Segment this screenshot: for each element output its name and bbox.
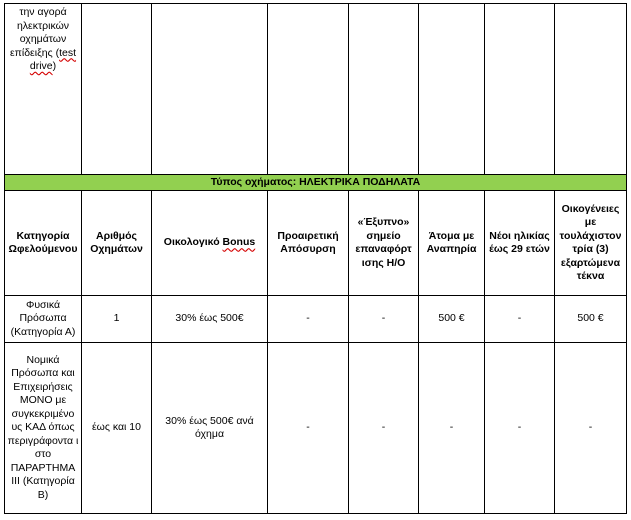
cell-disabled: - — [419, 343, 485, 514]
cell-smart-charging: - — [349, 296, 419, 343]
vehicle-type-title: Τύπος οχήματος: ΗΛΕΚΤΡΙΚΑ ΠΟΔΗΛΑΤΑ — [5, 175, 627, 191]
cell-vehicles: 1 — [82, 296, 152, 343]
empty-cell — [268, 4, 349, 175]
header-eco-bonus: Οικολογικό Bonus — [152, 191, 268, 296]
header-beneficiary-category: Κατηγορία Ωφελούμενου — [5, 191, 82, 296]
subsidy-table — [4, 3, 627, 514]
header-smart-charging-point: «Έξυπνο» σημείο επαναφόρτ ισης Η/Ο — [349, 191, 419, 296]
cell-young: - — [485, 296, 555, 343]
previous-row-text: την αγορά ηλεκτρικών οχημάτων επίδειξης (test drive) — [5, 4, 82, 175]
cell-eco-bonus: 30% έως 500€ — [152, 296, 268, 343]
header-row — [5, 191, 627, 296]
previous-row-continuation — [5, 4, 627, 175]
table-row — [5, 296, 627, 343]
cell-vehicles: έως και 10 — [82, 343, 152, 514]
empty-cell — [485, 4, 555, 175]
cell-withdrawal: - — [268, 343, 349, 514]
header-disabled-persons: Άτομα με Αναπηρία — [419, 191, 485, 296]
header-young-people: Νέοι ηλικίας έως 29 ετών — [485, 191, 555, 296]
table-row — [5, 343, 627, 514]
vehicle-type-band — [5, 175, 627, 191]
cell-disabled: 500 € — [419, 296, 485, 343]
cell-category: Φυσικά Πρόσωπα (Κατηγορία Α) — [5, 296, 82, 343]
header-large-families: Οικογένειες με τουλάχιστον τρία (3) εξαρτώμενα τέκνα — [555, 191, 627, 296]
cell-families: - — [555, 343, 627, 514]
cell-families: 500 € — [555, 296, 627, 343]
cell-young: - — [485, 343, 555, 514]
empty-cell — [152, 4, 268, 175]
empty-cell — [419, 4, 485, 175]
cell-withdrawal: - — [268, 296, 349, 343]
cell-category: Νομικά Πρόσωπα και Επιχειρήσεις ΜΟΝΟ με συγκεκριμένο υς ΚΑΔ όπως περιγράφοντα ι στο ΠΑΡΑΡΤΗΜΑ ΙΙΙ (Κατηγορία Β) — [5, 343, 82, 514]
header-vehicle-count: Αριθμός Οχημάτων — [82, 191, 152, 296]
cell-smart-charging: - — [349, 343, 419, 514]
empty-cell — [82, 4, 152, 175]
empty-cell — [555, 4, 627, 175]
cell-eco-bonus: 30% έως 500€ ανά όχημα — [152, 343, 268, 514]
header-optional-withdrawal: Προαιρετική Απόσυρση — [268, 191, 349, 296]
empty-cell — [349, 4, 419, 175]
